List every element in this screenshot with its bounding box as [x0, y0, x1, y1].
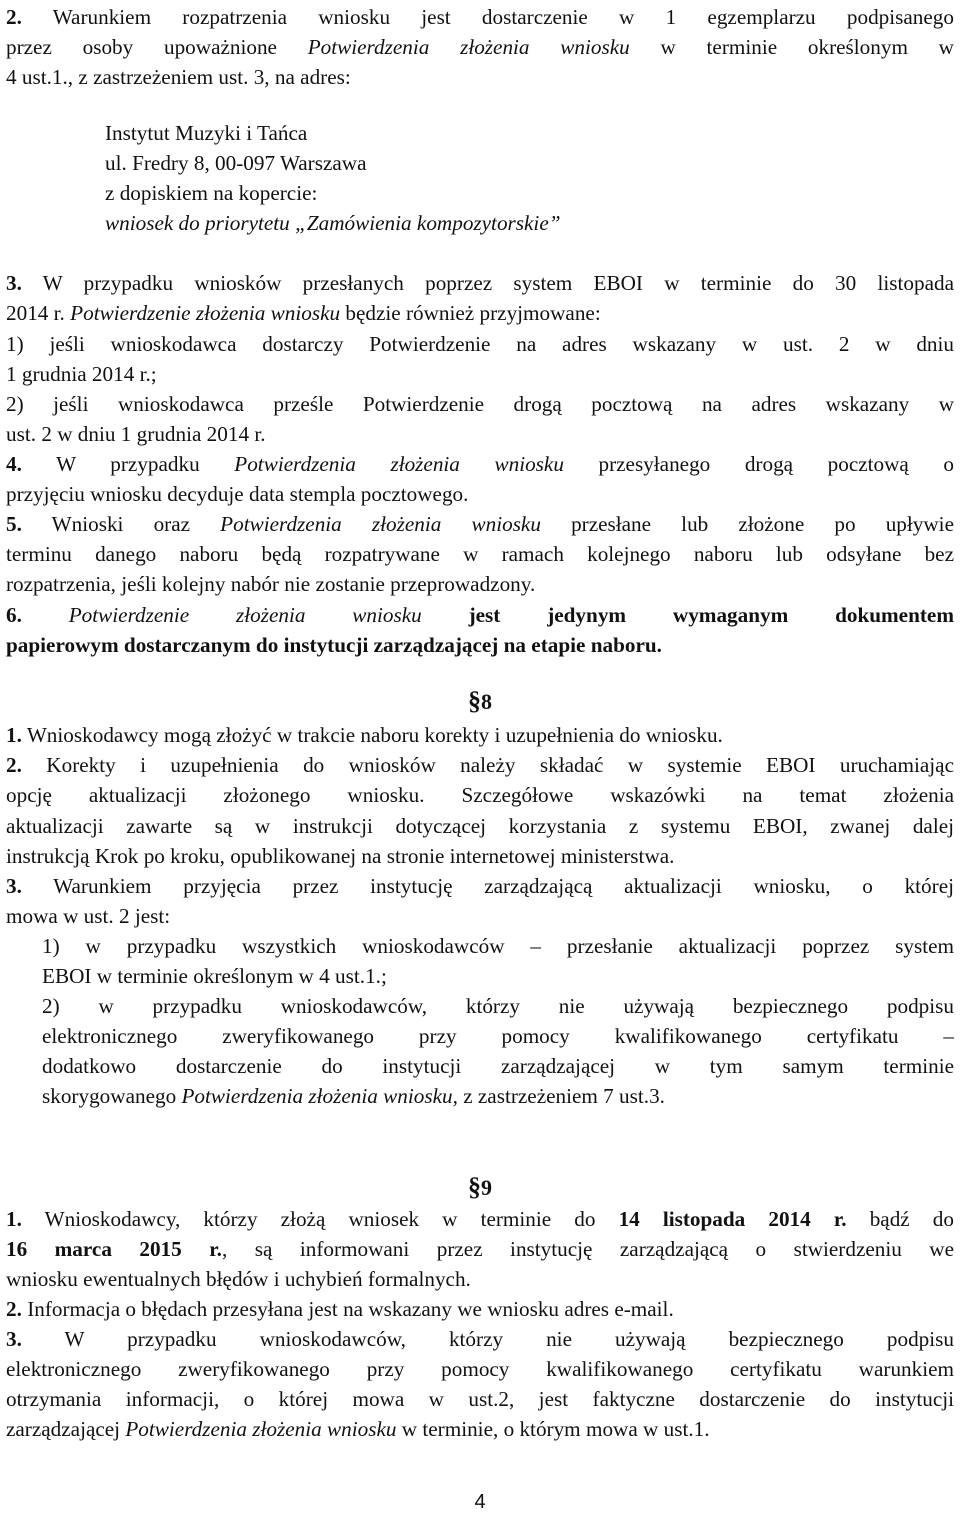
item-number: 2. — [6, 753, 22, 777]
paragraph-9-3-line-1: 3. W przypadku wnioskodawców, którzy nie używają bezpiecznego podpisu — [6, 1327, 954, 1351]
paragraph-8-3-line-1: 3. Warunkiem przyjęcia przez instytucję zarządzającą aktualizacji wniosku, o której — [6, 874, 954, 898]
paragraph-7-2-line-3: 4 ust.1., z zastrzeżeniem ust. 3, na adres: — [6, 65, 351, 89]
paragraph-7-3-line-1: 3. W przypadku wniosków przesłanych poprzez system EBOI w terminie do 30 listopada — [6, 271, 954, 295]
paragraph-9-1-line-3: wniosku ewentualnych błędów i uchybień formalnych. — [6, 1267, 471, 1291]
item-number: 3. — [6, 1327, 22, 1351]
page-number: 4 — [474, 1491, 486, 1513]
paragraph-8-3-line-2: mowa w ust. 2 jest: — [6, 904, 171, 928]
paragraph-7-2-line-1: 2. Warunkiem rozpatrzenia wniosku jest dostarczenie w 1 egzemplarzu podpisanego — [6, 5, 954, 29]
paragraph-8-2-line-2: opcję aktualizacji złożonego wniosku. Szczegółowe wskazówki na temat złożenia — [6, 783, 954, 807]
item-number: 2. — [6, 1297, 22, 1321]
section-sign: § — [468, 686, 481, 715]
paragraph-7-3-sub-1-line-1: 1) jeśli wnioskodawca dostarczy Potwierdzenie na adres wskazany w ust. 2 w dniu — [6, 332, 954, 356]
address-line-4: wniosek do priorytetu „Zamówienia kompozytorskie” — [105, 211, 561, 235]
paragraph-8-2-line-1: 2. Korekty i uzupełnienia do wniosków należy składać w systemie EBOI uruchamiając — [6, 753, 954, 777]
item-number: 1. — [6, 1207, 22, 1231]
paragraph-7-3-sub-2-line-2: ust. 2 w dniu 1 grudnia 2014 r. — [6, 422, 266, 446]
paragraph-8-3-sub-2-line-2: elektronicznego zweryfikowanego przy pomocy kwalifikowanego certyfikatu – — [42, 1024, 954, 1048]
paragraph-9-1-line-1: 1. Wnioskodawcy, którzy złożą wniosek w terminie do 14 listopada 2014 r. bądź do — [6, 1207, 954, 1231]
item-number: 4. — [6, 452, 22, 476]
item-number: 6. — [6, 603, 22, 627]
address-line-1: Instytut Muzyki i Tańca — [105, 121, 308, 145]
paragraph-8-3-sub-2-line-4: skorygowanego Potwierdzenia złożenia wniosku, z zastrzeżeniem 7 ust.3. — [42, 1084, 665, 1108]
address-line-3: z dopiskiem na kopercie: — [105, 181, 318, 205]
paragraph-9-3-line-2: elektronicznego zweryfikowanego przy pomocy kwalifikowanego certyfikatu warunkiem — [6, 1357, 954, 1381]
item-number: 3. — [6, 271, 22, 295]
paragraph-8-1-line-1: 1. Wnioskodawcy mogą złożyć w trakcie naboru korekty i uzupełnienia do wniosku. — [6, 723, 723, 747]
paragraph-9-3-line-4: zarządzającej Potwierdzenia złożenia wniosku w terminie, o którym mowa w ust.1. — [6, 1417, 710, 1441]
paragraph-7-6-line-1: 6. Potwierdzenie złożenia wniosku jest jedynym wymaganym dokumentem — [6, 603, 954, 627]
item-number: 3. — [6, 874, 22, 898]
paragraph-7-3-line-2: 2014 r. Potwierdzenie złożenia wniosku będzie również przyjmowane: — [6, 301, 601, 325]
paragraph-7-4-line-1: 4. W przypadku Potwierdzenia złożenia wniosku przesyłanego drogą pocztową o — [6, 452, 954, 476]
section-sign: § — [468, 1172, 481, 1201]
item-number: 2. — [6, 5, 22, 29]
item-number: 1. — [6, 723, 22, 747]
paragraph-7-2-line-2: przez osoby upoważnione Potwierdzenia złożenia wniosku w terminie określonym w — [6, 35, 954, 59]
address-line-2: ul. Fredry 8, 00-097 Warszawa — [105, 151, 367, 175]
paragraph-7-5-line-2: terminu danego naboru będą rozpatrywane w ramach kolejnego naboru lub odsyłane bez — [6, 542, 954, 566]
paragraph-9-1-line-2: 16 marca 2015 r., są informowani przez instytucję zarządzającą o stwierdzeniu we — [6, 1237, 954, 1261]
section-heading-8: §8 — [468, 686, 492, 715]
paragraph-7-3-sub-1-line-2: 1 grudnia 2014 r.; — [6, 362, 157, 386]
paragraph-8-2-line-4: instrukcją Krok po kroku, opublikowanej na stronie internetowej ministerstwa. — [6, 844, 675, 868]
section-heading-9: §9 — [468, 1172, 492, 1201]
paragraph-7-3-sub-2-line-1: 2) jeśli wnioskodawca prześle Potwierdzenie drogą pocztową na adres wskazany w — [6, 392, 954, 416]
paragraph-8-3-sub-1-line-1: 1) w przypadku wszystkich wnioskodawców – przesłanie aktualizacji poprzez system — [42, 934, 954, 958]
paragraph-7-5-line-1: 5. Wnioski oraz Potwierdzenia złożenia wniosku przesłane lub złożone po upływie — [6, 512, 954, 536]
item-number: 5. — [6, 512, 22, 536]
paragraph-9-2-line-1: 2. Informacja o błędach przesyłana jest na wskazany we wniosku adres e-mail. — [6, 1297, 674, 1321]
paragraph-8-3-sub-2-line-3: dodatkowo dostarczenie do instytucji zarządzającej w tym samym terminie — [42, 1054, 954, 1078]
paragraph-9-3-line-3: otrzymania informacji, o której mowa w ust.2, jest faktyczne dostarczenie do instytucji — [6, 1387, 954, 1411]
paragraph-8-3-sub-2-line-1: 2) w przypadku wnioskodawców, którzy nie używają bezpiecznego podpisu — [42, 994, 954, 1018]
paragraph-7-5-line-3: rozpatrzenia, jeśli kolejny nabór nie zostanie przeprowadzony. — [6, 572, 536, 596]
paragraph-7-4-line-2: przyjęciu wniosku decyduje data stempla pocztowego. — [6, 482, 469, 506]
paragraph-8-3-sub-1-line-2: EBOI w terminie określonym w 4 ust.1.; — [42, 964, 387, 988]
paragraph-7-6-line-2: papierowym dostarczanym do instytucji zarządzającej na etapie naboru. — [6, 633, 662, 657]
paragraph-8-2-line-3: aktualizacji zawarte są w instrukcji dotyczącej korzystania z systemu EBOI, zwanej dalej — [6, 814, 954, 838]
